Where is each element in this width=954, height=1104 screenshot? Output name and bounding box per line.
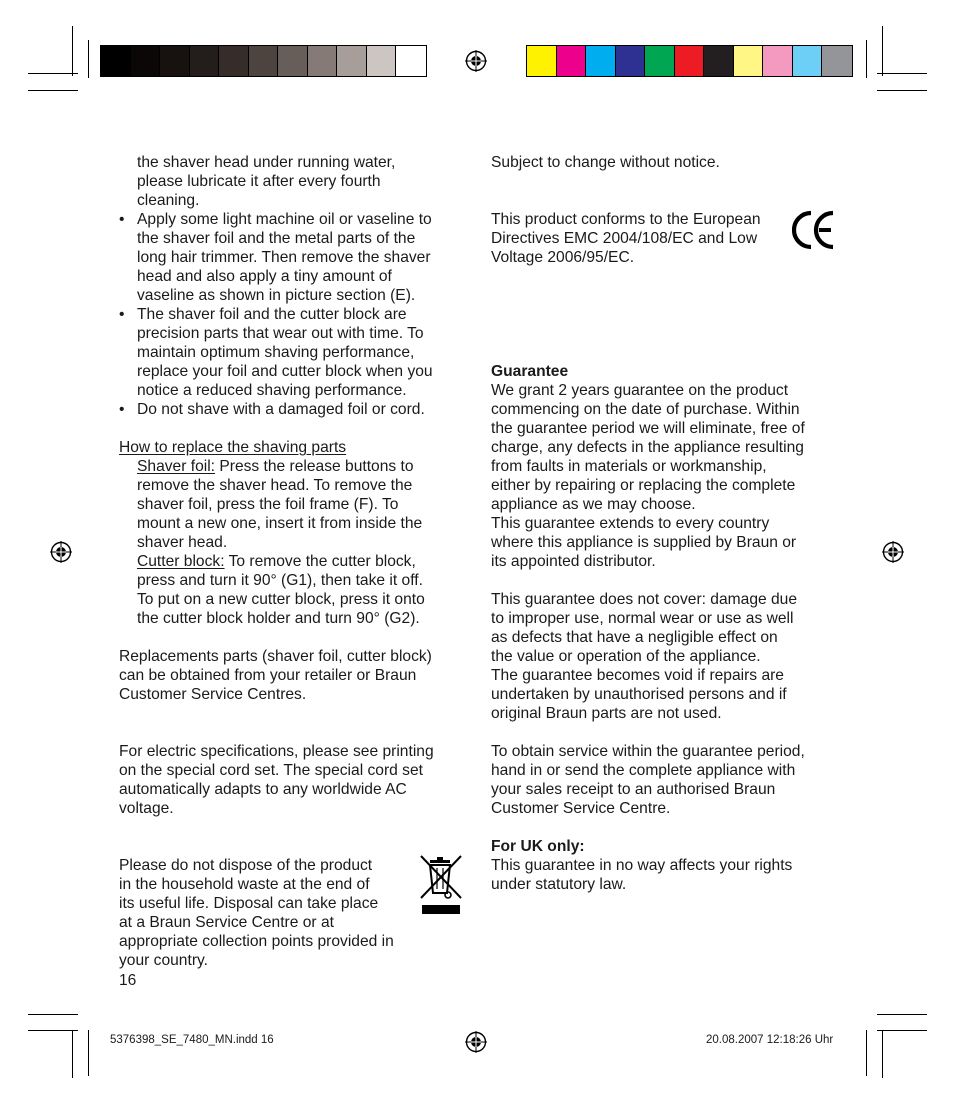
- color-swatch: [190, 46, 220, 76]
- registration-mark-icon: [465, 50, 487, 72]
- process-color-bar: [526, 45, 853, 77]
- color-swatch: [645, 46, 675, 76]
- cutter-block-label: Cutter block:: [137, 553, 225, 570]
- text-line: can be obtained from your retailer or Braun: [119, 667, 417, 684]
- page-number: 16: [119, 972, 137, 989]
- text-line: on the special cord set. The special cord set: [119, 762, 423, 779]
- text-line: For electric specifications, please see printing: [119, 743, 434, 760]
- maintenance-bullet-list: [119, 210, 469, 419]
- text-line: mount a new one, insert it from inside the: [137, 515, 423, 532]
- text-line: cleaning.: [137, 192, 200, 209]
- text-line: automatically adapts to any worldwide AC: [119, 781, 407, 798]
- text-line: the guarantee period we will eliminate, free of: [491, 420, 805, 437]
- text-line: appropriate collection points provided in: [119, 933, 394, 950]
- crop-mark: [28, 1030, 78, 1031]
- text-line: Directives EMC 2004/108/EC and Low: [491, 230, 758, 247]
- crop-mark: [877, 73, 927, 74]
- text-line: To obtain service within the guarantee period,: [491, 743, 805, 760]
- text-line: your country.: [119, 952, 208, 969]
- crop-mark: [882, 1030, 883, 1078]
- text-line: under statutory law.: [491, 876, 627, 893]
- registration-mark-icon: [50, 541, 72, 563]
- ce-mark-icon: [792, 210, 836, 250]
- file-slug: 5376398_SE_7480_MN.indd 16: [110, 1034, 274, 1046]
- color-swatch: [763, 46, 793, 76]
- text-line: maintain optimum shaving performance,: [137, 344, 415, 361]
- text-line: • Apply some light machine oil or vaseline to: [137, 211, 432, 228]
- crop-mark: [28, 73, 78, 74]
- crop-mark: [88, 40, 89, 78]
- guarantee-terms: [491, 381, 841, 571]
- date-slug: 20.08.2007 12:18:26 Uhr: [706, 1034, 834, 1046]
- text-line: press and turn it 90° (G1), then take it off.: [137, 572, 423, 589]
- crop-mark: [72, 1030, 73, 1078]
- text-line: precision parts that wear out with time. To: [137, 325, 424, 342]
- color-swatch: [822, 46, 852, 76]
- uk-only-heading: For UK only:: [491, 838, 585, 855]
- shaver-foil-instructions: [119, 457, 469, 552]
- text-line: shaver head.: [137, 534, 228, 551]
- color-swatch: [675, 46, 705, 76]
- text-line: either by repairing or replacing the complete: [491, 477, 796, 494]
- cleaning-continuation: [119, 153, 469, 210]
- text-line: the shaver foil and the metal parts of the: [137, 230, 416, 247]
- color-swatch: [131, 46, 161, 76]
- crop-mark: [877, 90, 927, 91]
- color-swatch: [704, 46, 734, 76]
- text-line: long hair trimmer. Then remove the shaver: [137, 249, 431, 266]
- text-line: • Do not shave with a damaged foil or cord.: [137, 401, 425, 418]
- bullet-item: [119, 400, 469, 419]
- text-line: head and also apply a tiny amount of: [137, 268, 392, 285]
- text-line: undertaken by unauthorised persons and if: [491, 686, 787, 703]
- color-swatch: [793, 46, 823, 76]
- color-swatch: [616, 46, 646, 76]
- registration-mark-icon: [465, 1031, 487, 1053]
- color-swatch: [586, 46, 616, 76]
- crop-mark: [882, 26, 883, 76]
- text-line: Customer Service Centres.: [119, 686, 307, 703]
- replacement-parts-text: [119, 647, 469, 704]
- color-swatch: [557, 46, 587, 76]
- crop-mark: [877, 1014, 927, 1015]
- change-notice: Subject to change without notice.: [491, 154, 720, 171]
- electric-specifications-text: [119, 742, 469, 818]
- text-line: appliance as we may choose.: [491, 496, 696, 513]
- shaver-foil-label: Shaver foil:: [137, 458, 216, 475]
- text-line: To remove the cutter block,: [224, 553, 416, 570]
- text-line: in the household waste at the end of: [119, 876, 370, 893]
- guarantee-exclusions: [491, 590, 841, 723]
- text-line: We grant 2 years guarantee on the product: [491, 382, 789, 399]
- text-line: voltage.: [119, 800, 174, 817]
- guarantee-heading: Guarantee: [491, 363, 569, 380]
- color-swatch: [527, 46, 557, 76]
- color-swatch: [219, 46, 249, 76]
- text-line: The guarantee becomes void if repairs are: [491, 667, 784, 684]
- left-column: [119, 153, 469, 970]
- text-line: vaseline as shown in picture section (E).: [137, 287, 416, 304]
- uk-statutory-text: [491, 856, 841, 894]
- crop-mark: [72, 26, 73, 76]
- text-line: the shaver head under running water,: [137, 154, 396, 171]
- text-line: shaver foil, press the foil frame (F). To: [137, 496, 399, 513]
- text-line: Customer Service Centre.: [491, 800, 671, 817]
- text-line: to improper use, normal wear or use as well: [491, 610, 794, 627]
- text-line: Press the release buttons to: [215, 458, 414, 475]
- text-line: remove the shaver head. To remove the: [137, 477, 413, 494]
- text-line: the cutter block holder and turn 90° (G2).: [137, 610, 420, 627]
- text-line: Please do not dispose of the product: [119, 857, 373, 874]
- disposal-text: [119, 856, 469, 970]
- crop-mark: [866, 40, 867, 78]
- right-column: [491, 153, 841, 894]
- crop-mark: [877, 1030, 927, 1031]
- color-swatch: [278, 46, 308, 76]
- text-line: charge, any defects in the appliance resulting: [491, 439, 804, 456]
- registration-mark-icon: [882, 541, 904, 563]
- text-line: Voltage 2006/95/EC.: [491, 249, 635, 266]
- text-line: Replacements parts (shaver foil, cutter block): [119, 648, 432, 665]
- text-line: original Braun parts are not used.: [491, 705, 722, 722]
- text-line: its appointed distributor.: [491, 553, 656, 570]
- conformity-statement: [491, 210, 841, 267]
- bullet-item: [119, 210, 469, 305]
- text-line: This guarantee in no way affects your rights: [491, 857, 793, 874]
- text-line: • The shaver foil and the cutter block are: [137, 306, 407, 323]
- text-line: please lubricate it after every fourth: [137, 173, 381, 190]
- cutter-block-instructions: [119, 552, 469, 628]
- text-line: This guarantee extends to every country: [491, 515, 770, 532]
- color-swatch: [367, 46, 397, 76]
- text-line: hand in or send the complete appliance with: [491, 762, 796, 779]
- text-line: where this appliance is supplied by Braun or: [491, 534, 797, 551]
- text-line: its useful life. Disposal can take place: [119, 895, 379, 912]
- bullet-item: [119, 305, 469, 400]
- color-swatch: [249, 46, 279, 76]
- color-swatch: [160, 46, 190, 76]
- text-line: as defects that have a negligible effect on: [491, 629, 778, 646]
- text-line: This guarantee does not cover: damage due: [491, 591, 798, 608]
- text-line: at a Braun Service Centre or at: [119, 914, 334, 931]
- color-swatch: [308, 46, 338, 76]
- crop-mark: [28, 1014, 78, 1015]
- text-line: commencing on the date of purchase. Within: [491, 401, 800, 418]
- grayscale-color-bar: [100, 45, 427, 77]
- replace-parts-heading: How to replace the shaving parts: [119, 439, 347, 456]
- color-swatch: [101, 46, 131, 76]
- text-line: the value or operation of the appliance.: [491, 648, 761, 665]
- text-line: from faults in materials or workmanship,: [491, 458, 767, 475]
- color-swatch: [734, 46, 764, 76]
- guarantee-service: [491, 742, 841, 818]
- crop-mark: [28, 90, 78, 91]
- color-swatch: [396, 46, 426, 76]
- crop-mark: [866, 1030, 867, 1076]
- crop-mark: [88, 1030, 89, 1076]
- crossed-out-wheelie-bin-icon: [418, 853, 464, 917]
- text-line: your sales receipt to an authorised Braun: [491, 781, 776, 798]
- text-line: To put on a new cutter block, press it onto: [137, 591, 425, 608]
- color-swatch: [337, 46, 367, 76]
- text-line: notice a reduced shaving performance.: [137, 382, 407, 399]
- text-line: This product conforms to the European: [491, 211, 761, 228]
- text-line: replace your foil and cutter block when you: [137, 363, 433, 380]
